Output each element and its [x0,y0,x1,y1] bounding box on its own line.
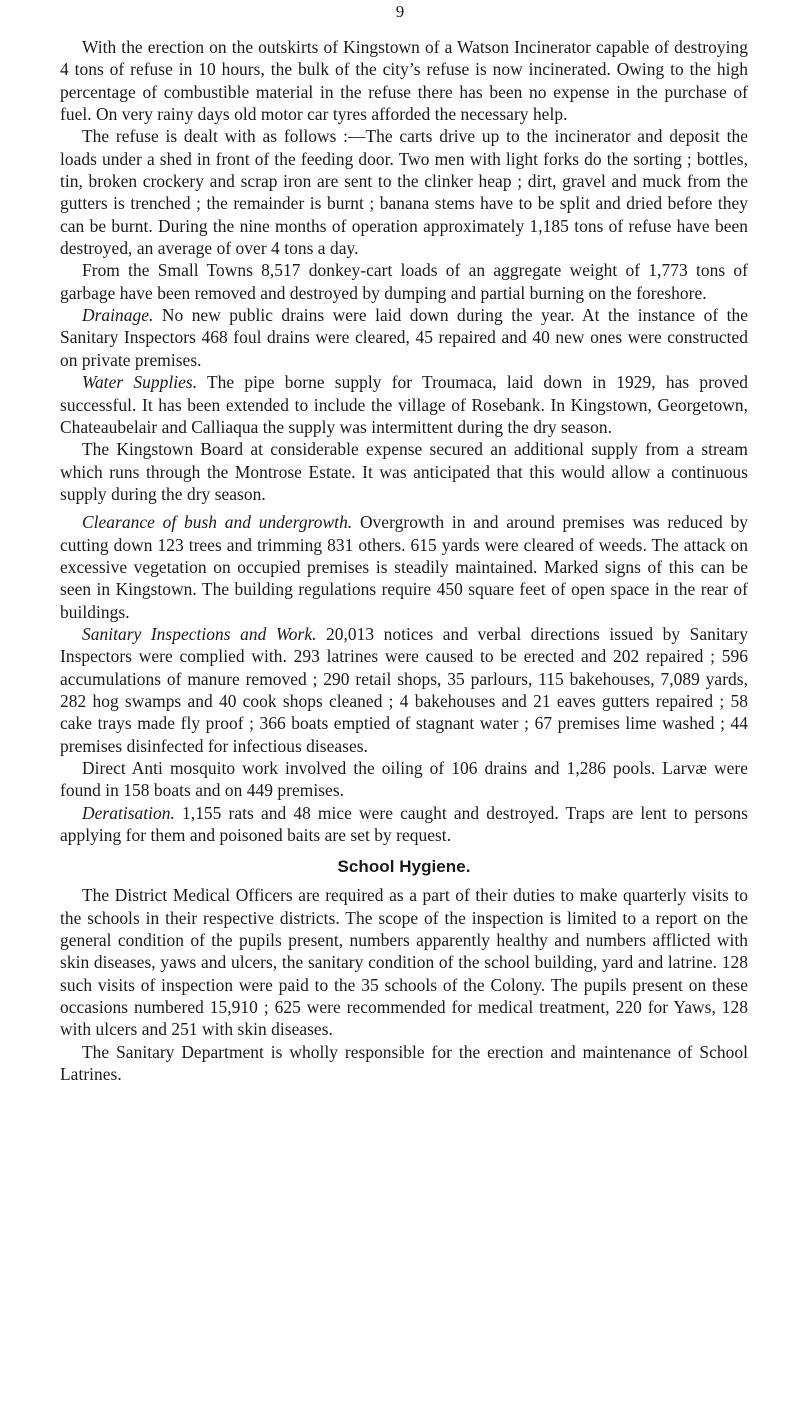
deratisation-text: 1,155 rats and 48 mice were caught and destroyed. Traps are lent to persons applying for them and poisoned baits are set by request. [60,802,748,846]
page-number: 9 [395,2,405,21]
drainage-heading: Drainage. [82,305,154,326]
anti-mosquito-paragraph: Direct Anti mosquito work involved the oiling of 106 drains and 1,286 pools. Larvæ were found in 158 boats and on 449 premises. [60,758,748,801]
report-body [60,36,748,1085]
water-supplies-text: The pipe borne supply for Troumaca, laid down in 1929, has proved successful. It has been extended to include the village of Rosebank. In Kingstown, Georgetown, Chateaubelair and Calliaqua the supply was intermittent during the dry season. [60,372,748,437]
school-latrines-paragraph: The Sanitary Department is wholly responsible for the erection and maintenance of School Latrines. [60,1041,748,1085]
small-towns-paragraph: From the Small Towns 8,517 donkey-cart loads of an aggregate weight of 1,773 tons of garbage have been removed and destroyed by dumping and partial burning on the foreshore. [60,260,748,303]
school-inspection-paragraph: The District Medical Officers are required as a part of their duties to make quarterly visits to the schools in their respective districts. The scope of the inspection is limited to a report on the general condition of the pupils present, numbers apparently healthy and numbers afflicted with skin diseases, yaws and ulcers, the sanitary condition of the school building, yard and latrine. 128 such visits of inspection were paid to the 35 schools of the Colony. The pupils present on these occasions numbered 15,910 ; 625 were recommended for medical treatment, 220 for Yaws, 128 with ulcers and 251 with skin diseases. [60,885,748,1040]
clearance-heading: Clearance of bush and undergrowth. [82,512,353,533]
refuse-handling-paragraph: The refuse is dealt with as follows :—The carts drive up to the incinerator and deposit the loads under a shed in front of the feeding door. Two men with light forks do the sorting ; bottles, tin, broken crockery and scrap iron are sent to the clinker heap ; dirt, gravel and muck from the gutters is trenched ; the remainder is burnt ; banana stems have to be split and dried before they can be burnt. During the nine months of operation approximately 1,185 tons of refuse have been destroyed, an average of over 4 tons a day. [60,126,748,259]
sanitary-inspections-heading: Sanitary Inspections and Work. [82,623,317,644]
clearance-paragraph [60,511,748,623]
sanitary-inspections-paragraph [60,623,748,757]
drainage-paragraph [60,304,748,371]
water-supplies-paragraph-2: The Kingstown Board at considerable expense secured an additional supply from a stream which runs through the Montrose Estate. It was anticipated that this would allow a continuous supply during the dry season. [60,439,748,504]
water-supplies-heading: Water Supplies. [82,372,198,393]
school-hygiene-heading: School Hygiene. [337,857,471,877]
deratisation-paragraph [60,802,748,847]
incinerator-paragraph: With the erection on the outskirts of Kingstown of a Watson Incinerator capable of destroying 4 tons of refuse in 10 hours, the bulk of the city’s refuse is now incinerated. Owing to the high percentage of combustible material in the refuse there has been no expense in the purchase of fuel. On very rainy days old motor car tyres afforded the necessary help. [60,37,748,125]
water-supplies-paragraph [60,371,748,438]
drainage-text: No new public drains were laid down during the year. At the instance of the Sanitary Inspectors 468 foul drains were cleared, 45 repaired and 40 new ones were constructed on private premises. [60,305,748,370]
sanitary-inspections-text: 20,013 notices and verbal directions issued by Sanitary Inspectors were complied with. 293 latrines were caused to be erected and 202 repaired ; 596 accumulations of manure removed ; 290 retail shops, 35 parlours, 115 bakehouses, 7,089 yards, 282 hog swamps and 40 cook shops cleaned ; 4 bakehouses and 21 eaves gutters repaired ; 58 cake trays made fly proof ; 366 boats emptied of stagnant water ; 67 premises lime washed ; 44 premises disinfected for infectious diseases. [60,623,749,756]
deratisation-heading: Deratisation. [82,802,175,823]
clearance-text: Overgrowth in and around premises was reduced by cutting down 123 trees and trimming 831 others. 615 yards were cleared of weeds. The attack on excessive vegetation on occupied premises is steadily maintained. Marked signs of this can be seen in Kingstown. The building regulations require 450 square feet of open space in the rear of buildings. [60,512,748,622]
